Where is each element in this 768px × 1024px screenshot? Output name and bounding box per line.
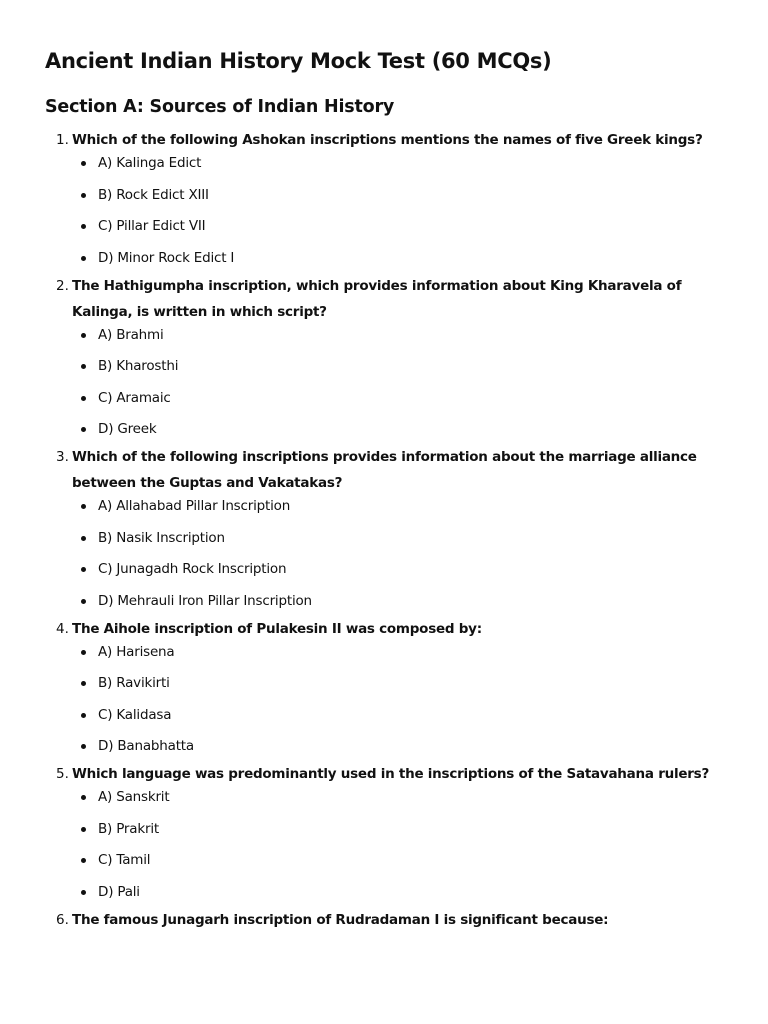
option-list	[72, 496, 735, 612]
option-list	[72, 153, 735, 269]
question-item	[45, 616, 735, 758]
option-item	[72, 559, 735, 580]
bullet-icon	[81, 681, 86, 686]
bullet-icon	[81, 567, 86, 572]
option-item	[72, 787, 735, 808]
bullet-icon	[81, 795, 86, 800]
bullet-icon	[81, 744, 86, 749]
option-label: B) Prakrit	[98, 820, 159, 837]
bullet-icon	[81, 827, 86, 832]
question-item	[45, 907, 735, 933]
question-text: The Hathigumpha inscription, which provides information about King Kharavela of Kalinga, is written in which script?	[72, 277, 682, 320]
bullet-icon	[81, 713, 86, 718]
question-number: 5.	[56, 766, 69, 782]
option-item	[72, 736, 735, 757]
option-label: C) Tamil	[98, 852, 151, 868]
question-text: The famous Junagarh inscription of Rudradaman I is significant because:	[72, 911, 609, 928]
question-item	[45, 273, 735, 441]
question-text: The Aihole inscription of Pulakesin II was composed by:	[72, 620, 482, 637]
option-item	[72, 819, 735, 840]
bullet-icon	[81, 890, 86, 895]
option-item	[72, 419, 735, 440]
option-item	[72, 705, 735, 726]
question-item	[45, 444, 735, 612]
question-number: 4.	[56, 620, 69, 637]
option-label: A) Allahabad Pillar Inscription	[98, 498, 291, 514]
option-label: B) Kharosthi	[98, 358, 179, 374]
option-label: C) Aramaic	[98, 389, 171, 406]
question-list	[45, 127, 735, 933]
option-label: A) Sanskrit	[98, 789, 170, 805]
option-label: C) Kalidasa	[98, 706, 172, 723]
option-item	[72, 216, 735, 237]
bullet-icon	[81, 536, 86, 541]
option-item	[72, 591, 735, 612]
option-list	[72, 642, 735, 758]
option-item	[72, 528, 735, 549]
option-label: B) Ravikirti	[98, 675, 170, 691]
option-item	[72, 388, 735, 409]
option-label: C) Pillar Edict VII	[98, 218, 206, 234]
bullet-icon	[81, 256, 86, 261]
option-label: A) Harisena	[98, 643, 175, 660]
option-list	[72, 787, 735, 903]
bullet-icon	[81, 427, 86, 432]
option-label: A) Kalinga Edict	[98, 155, 202, 171]
bullet-icon	[81, 364, 86, 369]
option-label: C) Junagadh Rock Inscription	[98, 561, 287, 577]
question-text: Which language was predominantly used in the inscriptions of the Satavahana rulers?	[72, 766, 710, 782]
bullet-icon	[81, 504, 86, 509]
bullet-icon	[81, 396, 86, 401]
document-page	[45, 44, 735, 937]
bullet-icon	[81, 193, 86, 198]
option-label: B) Rock Edict XIII	[98, 186, 209, 203]
bullet-icon	[81, 224, 86, 229]
option-item	[72, 882, 735, 903]
bullet-icon	[81, 858, 86, 863]
question-number: 6.	[56, 911, 69, 928]
option-label: D) Mehrauli Iron Pillar Inscription	[98, 592, 312, 609]
option-label: D) Banabhatta	[98, 738, 194, 754]
option-item	[72, 356, 735, 377]
option-item	[72, 325, 735, 346]
question-item	[45, 127, 735, 269]
option-item	[72, 153, 735, 174]
option-item	[72, 496, 735, 517]
option-label: D) Minor Rock Edict I	[98, 249, 235, 266]
option-item	[72, 642, 735, 663]
bullet-icon	[81, 650, 86, 655]
question-item	[45, 761, 735, 903]
option-item	[72, 673, 735, 694]
option-item	[72, 185, 735, 206]
option-item	[72, 248, 735, 269]
option-label: D) Greek	[98, 421, 157, 437]
option-label: A) Brahmi	[98, 326, 164, 343]
bullet-icon	[81, 599, 86, 604]
question-text: Which of the following Ashokan inscriptions mentions the names of five Greek kings?	[72, 132, 703, 148]
bullet-icon	[81, 161, 86, 166]
question-number: 3.	[56, 449, 69, 465]
option-label: D) Pali	[98, 883, 140, 900]
question-number: 1.	[56, 132, 69, 148]
option-list	[72, 325, 735, 441]
question-number: 2.	[56, 277, 69, 294]
bullet-icon	[81, 333, 86, 338]
section-heading: Section A: Sources of Indian History	[45, 97, 395, 117]
page-title: Ancient Indian History Mock Test (60 MCQs)	[45, 49, 552, 73]
question-text: Which of the following inscriptions provides information about the marriage alliance between the Guptas and Vakatakas?	[72, 449, 697, 491]
option-item	[72, 850, 735, 871]
option-label: B) Nasik Inscription	[98, 529, 225, 546]
